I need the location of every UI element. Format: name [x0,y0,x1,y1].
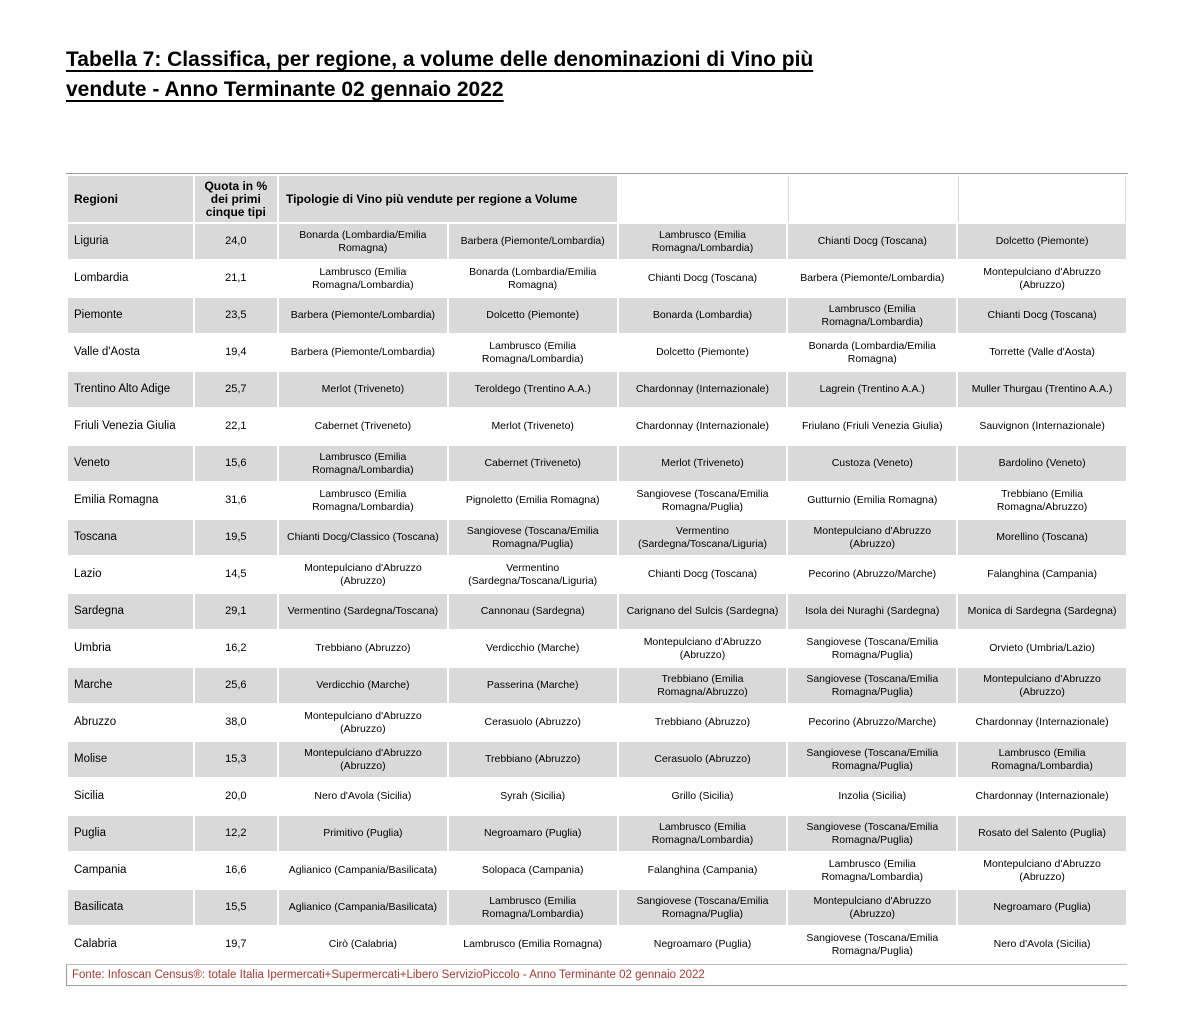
header-row [68,176,1126,222]
region-row [68,631,1126,666]
wine-rank-1: Nero d'Avola (Sicilia) [314,790,412,802]
wine-rank-5: Montepulciano d'Abruzzo (Abruzzo) [983,857,1101,883]
wine-rank-3: Falanghina (Campania) [647,864,758,876]
quota-value: 25,7 [195,372,277,407]
wine-rank-1: Merlot (Triveneto) [279,372,447,407]
region-row [68,668,1126,703]
wine-rank-3: Dolcetto (Piemonte) [656,346,749,358]
wine-rank-4: Montepulciano d'Abruzzo (Abruzzo) [788,520,956,555]
region-row [68,705,1126,740]
wine-rank-5: Morellino (Toscana) [958,520,1126,555]
region-row [68,927,1126,962]
region-name: Basilicata [68,890,193,925]
source-note: Fonte: Infoscan Census®: totale Italia Ipermercati+Supermercati+Libero ServizioPiccolo - Anno Terminante 02 gennaio 2022 [66,964,1127,986]
region-name: Marche [68,668,193,703]
wine-rank-3: Cerasuolo (Abruzzo) [619,742,787,777]
column-header-regioni: Regioni [68,176,193,222]
wine-rank-4: Sangiovese (Toscana/Emilia Romagna/Puglia) [806,931,939,957]
wine-rank-2: Bonarda (Lombardia/Emilia Romagna) [469,265,597,291]
wine-rank-2: Trebbiano (Abruzzo) [449,742,617,777]
wine-rank-3: Negroamaro (Puglia) [653,938,752,950]
wine-rank-2: Lambrusco (Emilia Romagna/Lombardia) [449,890,617,925]
wine-rank-1: Barbera (Piemonte/Lombardia) [279,298,447,333]
wine-rank-3: Bonarda (Lombardia) [619,298,787,333]
region-row [68,298,1126,333]
wine-rank-1: Chianti Docg/Classico (Toscana) [279,520,447,555]
wine-rank-5: Dolcetto (Piemonte) [958,224,1126,259]
wine-rank-2: Vermentino (Sardegna/Toscana/Liguria) [468,561,598,587]
quota-value: 15,6 [195,446,277,481]
page-title-line2: vendute - Anno Terminante 02 gennaio 2022 [66,78,504,101]
wine-rank-2: Pignoletto (Emilia Romagna) [465,494,600,506]
region-row [68,742,1126,777]
region-name: Sicilia [74,790,105,802]
wine-rank-3: Sangiovese (Toscana/Emilia Romagna/Puglia) [619,890,787,925]
wine-rank-3: Montepulciano d'Abruzzo (Abruzzo) [643,635,762,661]
wine-rank-5: Montepulciano d'Abruzzo (Abruzzo) [983,265,1101,291]
wine-rank-5: Monica di Sardegna (Sardegna) [958,594,1126,629]
region-name: Toscana [68,520,193,555]
wine-rank-1: Montepulciano d'Abruzzo (Abruzzo) [279,742,447,777]
wine-rank-2: Cabernet (Triveneto) [449,446,617,481]
quota-value: 19,5 [195,520,277,555]
wine-rank-2: Lambrusco (Emilia Romagna/Lombardia) [481,339,584,365]
wine-rank-2: Lambrusco (Emilia Romagna) [463,938,603,950]
region-name: Piemonte [68,298,193,333]
wine-rank-4: Sangiovese (Toscana/Emilia Romagna/Puglia) [788,668,956,703]
quota-value: 15,5 [195,890,277,925]
wine-rank-2: Sangiovese (Toscana/Emilia Romagna/Puglia) [449,520,617,555]
wine-rank-5: Falanghina (Campania) [987,568,1097,580]
wine-rank-2: Solopaca (Campania) [481,864,584,876]
region-name: Emilia Romagna [74,494,159,506]
region-name: Valle d'Aosta [74,346,140,358]
region-name: Lombardia [74,272,129,284]
wine-rank-1: Barbera (Piemonte/Lombardia) [290,346,435,358]
quota-value: 25,6 [195,668,277,703]
wine-rank-2: Barbera (Piemonte/Lombardia) [449,224,617,259]
wine-rank-1: Vermentino (Sardegna/Toscana) [279,594,447,629]
wine-rank-1: Trebbiano (Abruzzo) [315,642,411,654]
region-name: Umbria [74,642,112,654]
column-header-empty-2 [788,176,956,222]
region-row [68,409,1126,444]
wine-rank-4: Lambrusco (Emilia Romagna/Lombardia) [821,857,924,883]
region-row [68,853,1126,888]
wine-rank-4: Chianti Docg (Toscana) [788,224,956,259]
wine-rank-4: Montepulciano d'Abruzzo (Abruzzo) [788,890,956,925]
wine-rank-4: Sangiovese (Toscana/Emilia Romagna/Puglia) [788,742,956,777]
quota-value: 14,5 [225,568,247,580]
wine-rank-4: Friulano (Friuli Venezia Giulia) [801,420,943,432]
region-name: Abruzzo [74,716,117,728]
wine-rank-1: Montepulciano d'Abruzzo (Abruzzo) [304,561,422,587]
wine-rank-2: Passerina (Marche) [449,668,617,703]
wine-rank-4: Inzolia (Sicilia) [838,790,907,802]
region-name: Veneto [68,446,193,481]
wine-rank-2: Cannonau (Sardegna) [449,594,617,629]
wine-rank-5: Chianti Docg (Toscana) [958,298,1126,333]
wine-rank-5: Chardonnay (Internazionale) [975,790,1109,802]
wine-rank-5: Orvieto (Umbria/Lazio) [989,642,1095,654]
quota-value: 19,7 [225,938,247,950]
quota-value: 38,0 [225,716,247,728]
quota-value: 12,2 [195,816,277,851]
region-row [68,335,1126,370]
wine-rank-1: Aglianico (Campania/Basilicata) [288,864,437,876]
wine-rank-1: Lambrusco (Emilia Romagna/Lombardia) [279,446,447,481]
wine-rank-4: Gutturnio (Emilia Romagna) [807,494,938,506]
wine-rank-5: Sauvignon (Internazionale) [979,420,1105,432]
wine-rank-5: Chardonnay (Internazionale) [975,716,1109,728]
region-name: Trentino Alto Adige [68,372,193,407]
wine-rank-3: Chardonnay (Internazionale) [635,420,770,432]
quota-value: 21,1 [225,272,247,284]
quota-value: 23,5 [195,298,277,333]
wine-rank-5: Lambrusco (Emilia Romagna/Lombardia) [958,742,1126,777]
wine-rank-3: Vermentino (Sardegna/Toscana/Liguria) [619,520,787,555]
wine-rank-1: Primitivo (Puglia) [279,816,447,851]
region-name: Molise [68,742,193,777]
region-row [68,557,1126,592]
wine-rank-1: Cirò (Calabria) [328,938,398,950]
wine-rank-5: Nero d'Avola (Sicilia) [993,938,1091,950]
page-title-line1: Tabella 7: Classifica, per regione, a volume delle denominazioni di Vino più [66,48,814,71]
wine-rank-3: Merlot (Triveneto) [619,446,787,481]
region-row [68,520,1126,555]
region-row [68,483,1126,518]
wine-ranking-table [66,173,1128,964]
quota-value: 16,6 [225,864,247,876]
wine-rank-2: Cerasuolo (Abruzzo) [484,716,581,728]
region-name: Lazio [74,568,102,580]
wine-rank-5: Muller Thurgau (Trentino A.A.) [958,372,1126,407]
wine-rank-3: Grillo (Sicilia) [671,790,734,802]
wine-rank-1: Verdicchio (Marche) [279,668,447,703]
region-name: Friuli Venezia Giulia [74,420,176,432]
wine-rank-3: Carignano del Sulcis (Sardegna) [619,594,787,629]
wine-rank-5: Bardolino (Veneto) [958,446,1126,481]
quota-value: 29,1 [195,594,277,629]
region-row [68,594,1126,629]
quota-value: 31,6 [225,494,247,506]
wine-rank-1: Aglianico (Campania/Basilicata) [279,890,447,925]
quota-value: 22,1 [225,420,247,432]
region-row [68,372,1126,407]
wine-rank-3: Sangiovese (Toscana/Emilia Romagna/Puglia) [636,487,769,513]
wine-rank-3: Chianti Docg (Toscana) [647,568,758,580]
column-header-quota: Quota in % dei primi cinque tipi [195,176,277,222]
column-header-empty-3 [958,176,1126,222]
wine-rank-3: Lambrusco (Emilia Romagna/Lombardia) [619,224,787,259]
wine-rank-1: Lambrusco (Emilia Romagna/Lombardia) [312,487,414,513]
quota-value: 15,3 [195,742,277,777]
wine-rank-3: Chianti Docg (Toscana) [647,272,758,284]
wine-rank-2: Verdicchio (Marche) [485,642,580,654]
quota-value: 19,4 [225,346,247,358]
wine-rank-4: Custoza (Veneto) [788,446,956,481]
wine-rank-1: Lambrusco (Emilia Romagna/Lombardia) [312,265,414,291]
wine-rank-4: Sangiovese (Toscana/Emilia Romagna/Puglia) [806,635,939,661]
region-row [68,779,1126,814]
page-title [66,45,1106,105]
wine-rank-2: Negroamaro (Puglia) [449,816,617,851]
wine-rank-5: Rosato del Salento (Puglia) [958,816,1126,851]
region-name: Sardegna [68,594,193,629]
quota-value: 16,2 [225,642,247,654]
quota-value: 20,0 [225,790,247,802]
wine-rank-5: Torrette (Valle d'Aosta) [989,346,1095,358]
region-name: Calabria [74,938,117,950]
region-name: Campania [74,864,127,876]
column-header-tipologie: Tipologie di Vino più vendute per regione a Volume [279,176,617,222]
wine-rank-4: Lambrusco (Emilia Romagna/Lombardia) [788,298,956,333]
wine-rank-4: Pecorino (Abruzzo/Marche) [808,716,937,728]
wine-rank-4: Pecorino (Abruzzo/Marche) [808,568,937,580]
wine-rank-4: Sangiovese (Toscana/Emilia Romagna/Puglia) [788,816,956,851]
wine-rank-4: Lagrein (Trentino A.A.) [788,372,956,407]
region-name: Puglia [68,816,193,851]
wine-rank-3: Trebbiano (Emilia Romagna/Abruzzo) [619,668,787,703]
wine-rank-2: Merlot (Triveneto) [491,420,574,432]
region-row [68,261,1126,296]
wine-rank-3: Lambrusco (Emilia Romagna/Lombardia) [619,816,787,851]
region-row [68,816,1126,851]
quota-value: 24,0 [195,224,277,259]
wine-rank-2: Teroldego (Trentino A.A.) [449,372,617,407]
column-header-empty-1 [619,176,787,222]
region-row [68,890,1126,925]
wine-rank-2: Syrah (Sicilia) [500,790,566,802]
region-row [68,224,1126,259]
region-name: Liguria [68,224,193,259]
wine-rank-3: Chardonnay (Internazionale) [619,372,787,407]
wine-rank-5: Negroamaro (Puglia) [958,890,1126,925]
wine-rank-3: Trebbiano (Abruzzo) [654,716,751,728]
wine-rank-1: Montepulciano d'Abruzzo (Abruzzo) [304,709,422,735]
wine-rank-1: Bonarda (Lombardia/Emilia Romagna) [279,224,447,259]
wine-rank-5: Montepulciano d'Abruzzo (Abruzzo) [958,668,1126,703]
wine-rank-4: Isola dei Nuraghi (Sardegna) [788,594,956,629]
wine-rank-4: Bonarda (Lombardia/Emilia Romagna) [808,339,936,365]
wine-rank-1: Cabernet (Triveneto) [314,420,412,432]
region-row [68,446,1126,481]
wine-rank-5: Trebbiano (Emilia Romagna/Abruzzo) [996,487,1088,513]
wine-rank-4: Barbera (Piemonte/Lombardia) [800,272,945,284]
wine-rank-2: Dolcetto (Piemonte) [449,298,617,333]
